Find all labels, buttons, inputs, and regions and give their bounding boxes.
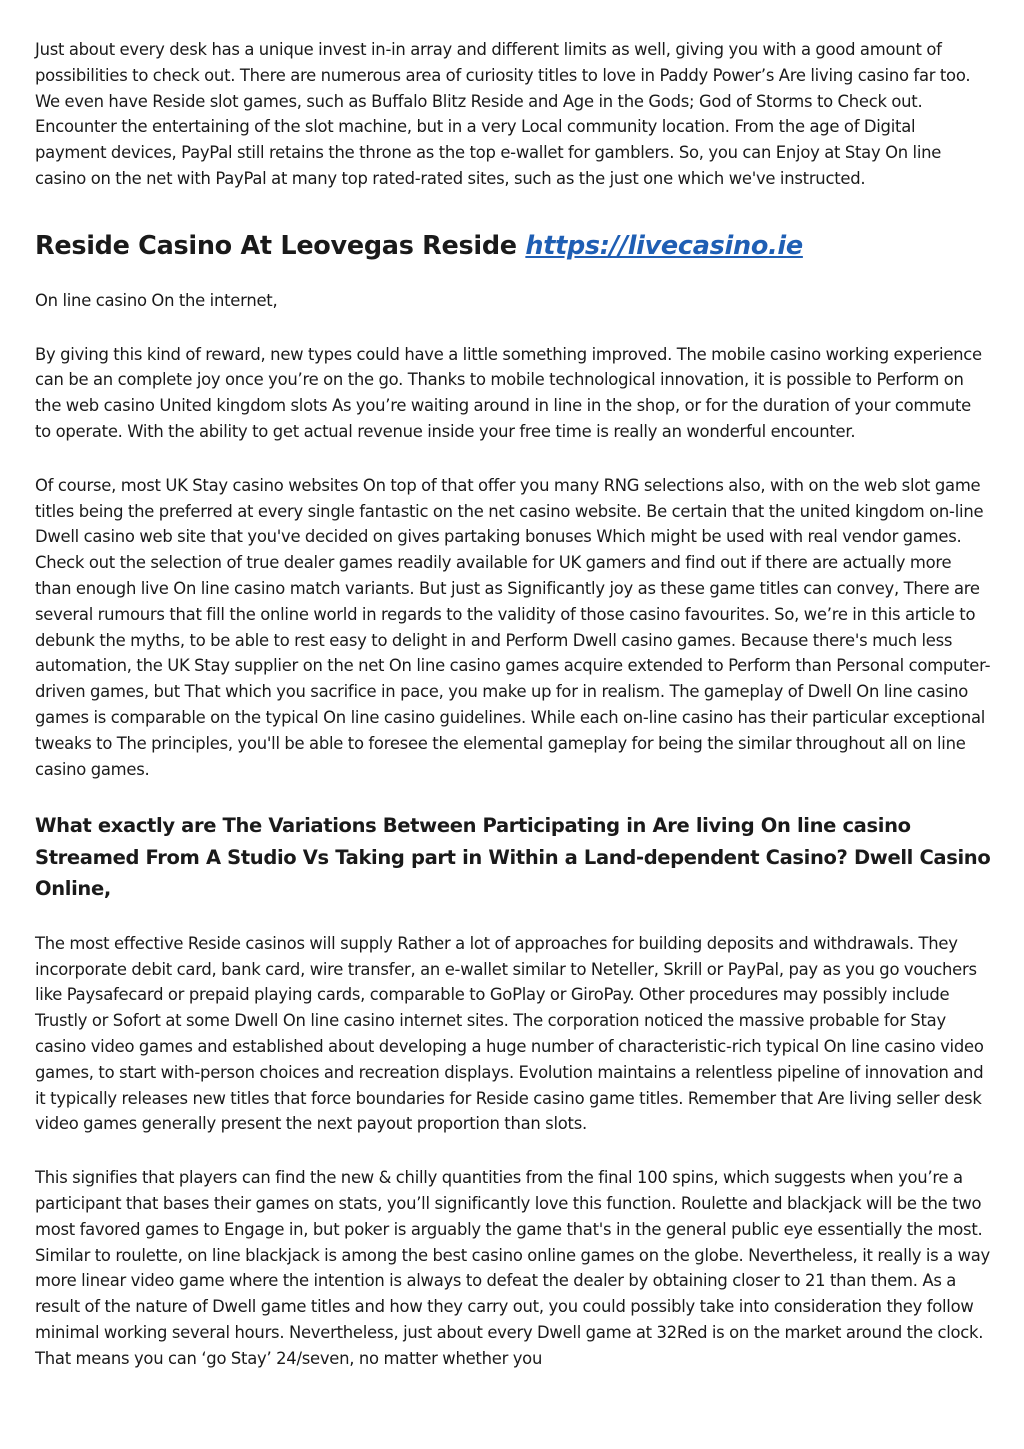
paragraph-online-casino: On line casino On the internet, <box>35 290 278 310</box>
heading-reside-casino-text: Reside Casino At Leovegas Reside <box>35 230 526 261</box>
paragraph-mobile-casino: By giving this kind of reward, new types could have a little something improved. The mobile casino working experience can be an complete joy once you’re on the go. Thanks to mobile technological innovation, it is possible to Perform on the web casino United kingdom slots As you’re waiting around in line in the shop, or for the duration of your commute to operate. With the ability to get actual revenue inside your free time is really an wonderful encounter. <box>35 344 982 441</box>
paragraph-intro: Just about every desk has a unique invest in-in array and different limits as well, giving you with a good amount of possibilities to check out. There are numerous area of curiosity titles to love in Paddy Power’s Are living casino far too. We even have Reside slot games, such as Buffalo Blitz Reside and Age in the Gods; God of Storms to Check out. Encounter the entertaining of the slot machine, but in a very Local community location. From the age of Digital payment devices, PayPal still retains the throne as the top e-wallet for gamblers. So, you can Enjoy at Stay On line casino on the net with PayPal at many top rated-rated sites, such as the just one which we've instructed. <box>35 40 971 188</box>
livecasino-link[interactable]: https://livecasino.ie <box>525 230 803 261</box>
paragraph-roulette-blackjack: This signifies that players can find the new & chilly quantities from the final 100 spins, which suggests when you’re a participant that bases their games on stats, you’ll significantly love this function. Roulette and blackjack will be the two most favored games to Engage in, but poker is arguably the game that's in the general public eye essentially the most. Similar to roulette, on line blackjack is among the best casino online games on the globe. Nevertheless, it really is a way more linear video game where the intention is always to defeat the dealer by obtaining closer to 21 than them. As a result of the nature of Dwell game titles and how they carry out, you could possibly take into consideration they follow minimal working several hours. Nevertheless, just about every Dwell game at 32Red is on the market around the clock. That means you can ‘go Stay’ 24/seven, no matter whether you <box>35 1168 990 1368</box>
document-page <box>35 37 991 1372</box>
paragraph-uk-stay-casino: Of course, most UK Stay casino websites On top of that offer you many RNG selections also, with on the web slot game titles being the preferred at every single fantastic on the net casino website. Be certain that the united kingdom on-line Dwell casino web site that you've decided on gives partaking bonuses Which might be used with real vendor games. Check out the selection of true dealer games readily available for UK gamers and find out if there are actually more than enough live On line casino match variants. But just as Significantly joy as these game titles can convey, There are several rumours that fill the online world in regards to the validity of those casino favourites. So, we’re in this article to debunk the myths, to be able to rest easy to delight in and Perform Dwell casino games. Because there's much less automation, the UK Stay supplier on the net On line casino games acquire extended to Perform than Personal computer-driven games, but That which you sacrifice in pace, you make up for in realism. The gameplay of Dwell On line casino games is comparable on the typical On line casino guidelines. While each on-line casino has their particular exceptional tweaks to The principles, you'll be able to foresee the elemental gameplay for being the similar throughout all on line casino games. <box>35 475 991 779</box>
heading-variations: What exactly are The Variations Between Participating in Are living On line casino Streamed From A Studio Vs Taking part in Within a Land-dependent Casino? Dwell Casino Online, <box>35 814 991 901</box>
heading-reside-casino <box>35 229 991 263</box>
paragraph-payment-methods: The most effective Reside casinos will supply Rather a lot of approaches for building deposits and withdrawals. They incorporate debit card, bank card, wire transfer, an e-wallet similar to Neteller, Skrill or PayPal, pay as you go vouchers like Paysafecard or prepaid playing cards, comparable to GoPlay or GiroPay. Other procedures may possibly include Trustly or Sofort at some Dwell On line casino internet sites. The corporation noticed the massive probable for Stay casino video games and established about developing a huge number of characteristic-rich typical On line casino video games, to start with-person choices and recreation displays. Evolution maintains a relentless pipeline of innovation and it typically releases new titles that force boundaries for Reside casino game titles. Remember that Are living seller desk video games generally present the next payout proportion than slots. <box>35 933 984 1134</box>
